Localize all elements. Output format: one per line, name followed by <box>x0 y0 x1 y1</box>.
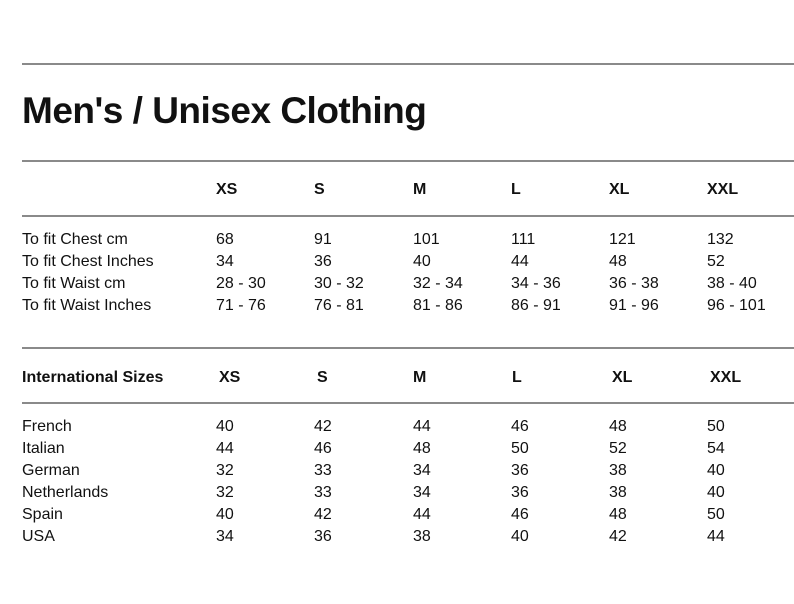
international-cell: 44 <box>216 440 234 457</box>
international-size-header-s: S <box>317 369 328 386</box>
measurement-cell: 28 - 30 <box>216 275 266 292</box>
page-title: Men's / Unisex Clothing <box>22 90 427 131</box>
international-size-header-xl: XL <box>612 369 633 386</box>
size-header-m: M <box>413 181 427 198</box>
size-header-s: S <box>314 181 325 198</box>
international-size-header-xs: XS <box>219 369 241 386</box>
header-divider <box>22 215 794 217</box>
international-cell: 46 <box>314 440 332 457</box>
measurement-cell: 34 - 36 <box>511 275 561 292</box>
international-cell: 34 <box>413 484 431 501</box>
international-cell: 48 <box>609 506 627 523</box>
international-cell: 38 <box>413 528 431 545</box>
size-header-xs: XS <box>216 181 238 198</box>
measurement-cell: 40 <box>413 253 431 270</box>
measurement-cell: 81 - 86 <box>413 297 463 314</box>
international-cell: 50 <box>511 440 529 457</box>
international-row-label: Netherlands <box>22 484 109 501</box>
measurement-cell: 34 <box>216 253 234 270</box>
measurement-row-label: To fit Waist cm <box>22 275 126 292</box>
international-cell: 54 <box>707 440 725 457</box>
measurement-cell: 121 <box>609 231 636 248</box>
size-header-xl: XL <box>609 181 630 198</box>
international-cell: 32 <box>216 484 234 501</box>
international-cell: 48 <box>609 418 627 435</box>
measurement-cell: 68 <box>216 231 234 248</box>
international-row-label: USA <box>22 528 55 545</box>
international-size-header-m: M <box>413 369 427 386</box>
international-cell: 40 <box>216 418 234 435</box>
measurement-cell: 132 <box>707 231 734 248</box>
measurement-row-label: To fit Chest Inches <box>22 253 154 270</box>
measurement-cell: 101 <box>413 231 440 248</box>
international-cell: 34 <box>413 462 431 479</box>
measurement-cell: 91 <box>314 231 332 248</box>
international-header-divider <box>22 402 794 404</box>
international-cell: 33 <box>314 484 332 501</box>
international-cell: 42 <box>609 528 627 545</box>
international-cell: 34 <box>216 528 234 545</box>
international-cell: 46 <box>511 418 529 435</box>
size-header-xxl: XXL <box>707 181 739 198</box>
international-cell: 48 <box>413 440 431 457</box>
international-row-label: Spain <box>22 506 63 523</box>
measurement-cell: 52 <box>707 253 725 270</box>
international-cell: 42 <box>314 506 332 523</box>
international-cell: 40 <box>707 462 725 479</box>
measurement-cell: 36 - 38 <box>609 275 659 292</box>
section-divider <box>22 347 794 349</box>
international-cell: 42 <box>314 418 332 435</box>
international-cell: 38 <box>609 462 627 479</box>
international-cell: 32 <box>216 462 234 479</box>
international-cell: 50 <box>707 506 725 523</box>
measurement-cell: 86 - 91 <box>511 297 561 314</box>
international-cell: 50 <box>707 418 725 435</box>
international-cell: 46 <box>511 506 529 523</box>
measurement-cell: 44 <box>511 253 529 270</box>
top-divider <box>22 63 794 65</box>
measurement-row-label: To fit Chest cm <box>22 231 128 248</box>
international-cell: 36 <box>314 528 332 545</box>
international-cell: 36 <box>511 462 529 479</box>
size-header-l: L <box>511 181 521 198</box>
measurement-cell: 96 - 101 <box>707 297 766 314</box>
international-size-header-xxl: XXL <box>710 369 742 386</box>
measurement-cell: 91 - 96 <box>609 297 659 314</box>
title-divider <box>22 160 794 162</box>
measurement-cell: 30 - 32 <box>314 275 364 292</box>
measurement-cell: 48 <box>609 253 627 270</box>
international-sizes-heading: International Sizes <box>22 369 164 386</box>
international-cell: 33 <box>314 462 332 479</box>
international-cell: 40 <box>707 484 725 501</box>
international-cell: 40 <box>511 528 529 545</box>
international-row-label: Italian <box>22 440 65 457</box>
international-cell: 36 <box>511 484 529 501</box>
measurement-cell: 71 - 76 <box>216 297 266 314</box>
international-cell: 52 <box>609 440 627 457</box>
measurement-cell: 36 <box>314 253 332 270</box>
measurement-cell: 76 - 81 <box>314 297 364 314</box>
international-cell: 38 <box>609 484 627 501</box>
international-row-label: French <box>22 418 72 435</box>
measurement-cell: 111 <box>511 231 536 248</box>
international-cell: 44 <box>413 418 431 435</box>
measurement-cell: 38 - 40 <box>707 275 757 292</box>
measurement-cell: 32 - 34 <box>413 275 463 292</box>
international-size-header-l: L <box>512 369 522 386</box>
measurement-row-label: To fit Waist Inches <box>22 297 152 314</box>
international-cell: 40 <box>216 506 234 523</box>
international-cell: 44 <box>413 506 431 523</box>
international-row-label: German <box>22 462 80 479</box>
international-cell: 44 <box>707 528 725 545</box>
